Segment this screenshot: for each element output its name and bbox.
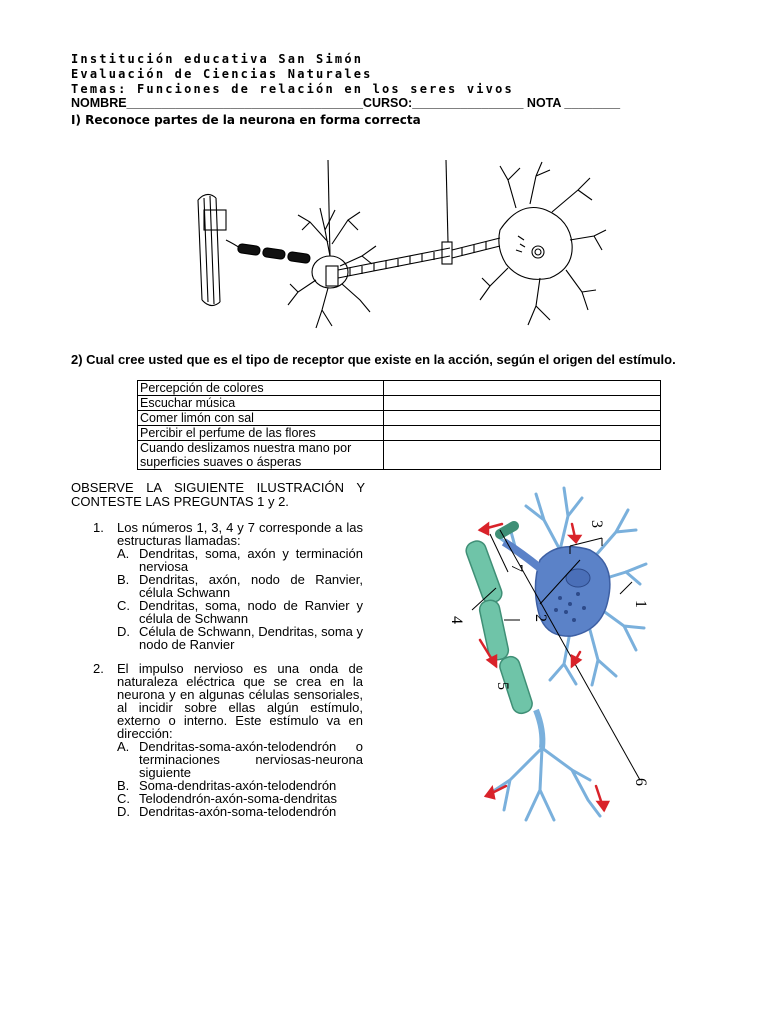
colored-neuron-illustration bbox=[440, 480, 660, 840]
table-cell-stimulus: Comer limón con sal bbox=[138, 411, 384, 426]
table-cell-answer[interactable] bbox=[384, 441, 661, 470]
table-row bbox=[138, 411, 661, 426]
observe-instruction: OBSERVE LA SIGUIENTE ILUSTRACIÓN Y CONTESTE LAS PREGUNTAS 1 y 2. bbox=[71, 480, 365, 509]
option-d[interactable] bbox=[117, 804, 363, 819]
option-text: Soma-dendritas-axón-telodendrón bbox=[139, 778, 337, 793]
option-a[interactable] bbox=[117, 546, 363, 574]
table-row bbox=[138, 426, 661, 441]
receptor-table bbox=[137, 380, 661, 470]
option-letter: B. bbox=[117, 778, 130, 793]
table-cell-answer[interactable] bbox=[384, 426, 661, 441]
question-text: El impulso nervioso es una onda de naturaleza eléctrica que se crea en la neurona y en algunas células sensoriales, al incidir sobre ellas algún estímulo, externo o interno. Este estímulo va en dirección: bbox=[117, 661, 363, 741]
soma bbox=[535, 547, 609, 636]
option-letter: D. bbox=[117, 624, 130, 639]
table-cell-answer[interactable] bbox=[384, 411, 661, 426]
label-1: 1 bbox=[632, 600, 649, 608]
label-4: 4 bbox=[448, 616, 465, 624]
question-number: 2. bbox=[93, 661, 104, 676]
topics-line: Temas: Funciones de relación en los seres vivos bbox=[71, 82, 514, 96]
neuron-line-drawing bbox=[190, 160, 610, 335]
table-cell-stimulus: Percepción de colores bbox=[138, 381, 384, 396]
option-text: Dendritas, soma, nodo de Ranvier y célula de Schwann bbox=[139, 598, 363, 626]
table-row bbox=[138, 441, 661, 470]
option-text: Dendritas-axón-soma-telodendrón bbox=[139, 804, 337, 819]
option-c[interactable] bbox=[117, 598, 363, 626]
school-name: Institución educativa San Simón bbox=[71, 52, 364, 66]
label-3: 3 bbox=[588, 520, 605, 528]
question-1-title: I) Reconoce partes de la neurona en forma correcta bbox=[71, 113, 421, 127]
table-cell-stimulus: Percibir el perfume de las flores bbox=[138, 426, 384, 441]
table-row bbox=[138, 396, 661, 411]
evaluation-title: Evaluación de Ciencias Naturales bbox=[71, 67, 373, 81]
option-text: Célula de Schwann, Dendritas, soma y nodo de Ranvier bbox=[139, 624, 364, 652]
option-text: Dendritas, axón, nodo de Ranvier, célula Schwann bbox=[139, 572, 363, 600]
label-5: 5 bbox=[494, 682, 511, 690]
label-7: 7 bbox=[508, 564, 525, 572]
table-cell-stimulus: Cuando deslizamos nuestra mano por superficies suaves o ásperas bbox=[138, 441, 384, 470]
option-a[interactable] bbox=[117, 739, 363, 780]
label-2: 2 bbox=[532, 614, 549, 622]
option-d[interactable] bbox=[117, 624, 364, 652]
option-letter: A. bbox=[117, 546, 130, 561]
table-cell-answer[interactable] bbox=[384, 396, 661, 411]
option-letter: A. bbox=[117, 739, 130, 754]
table-row bbox=[138, 381, 661, 396]
option-letter: D. bbox=[117, 804, 130, 819]
label-6: 6 bbox=[632, 778, 649, 786]
question-block-1 bbox=[93, 521, 363, 651]
table-cell-answer[interactable] bbox=[384, 381, 661, 396]
option-letter: B. bbox=[117, 572, 130, 587]
question-text: Los números 1, 3, 4 y 7 corresponde a las estructuras llamadas: bbox=[117, 520, 363, 548]
option-letter: C. bbox=[117, 598, 130, 613]
option-text: Dendritas, soma, axón y terminación nerviosa bbox=[139, 546, 363, 574]
question-block-2 bbox=[93, 662, 363, 818]
question-2-title: 2) Cual cree usted que es el tipo de receptor que existe en la acción, según el origen del estímulo. bbox=[71, 352, 676, 367]
option-letter: C. bbox=[117, 791, 130, 806]
option-b[interactable] bbox=[117, 572, 363, 600]
option-text: Telodendrón-axón-soma-dendritas bbox=[139, 791, 338, 806]
question-number: 1. bbox=[93, 520, 104, 535]
option-text: Dendritas-soma-axón-telodendrón o terminaciones nerviosas-neurona siguiente bbox=[139, 739, 363, 780]
name-course-grade-line: NOMBRE__________________________________CURSO:________________ NOTA ________ bbox=[71, 96, 621, 110]
table-cell-stimulus: Escuchar música bbox=[138, 396, 384, 411]
